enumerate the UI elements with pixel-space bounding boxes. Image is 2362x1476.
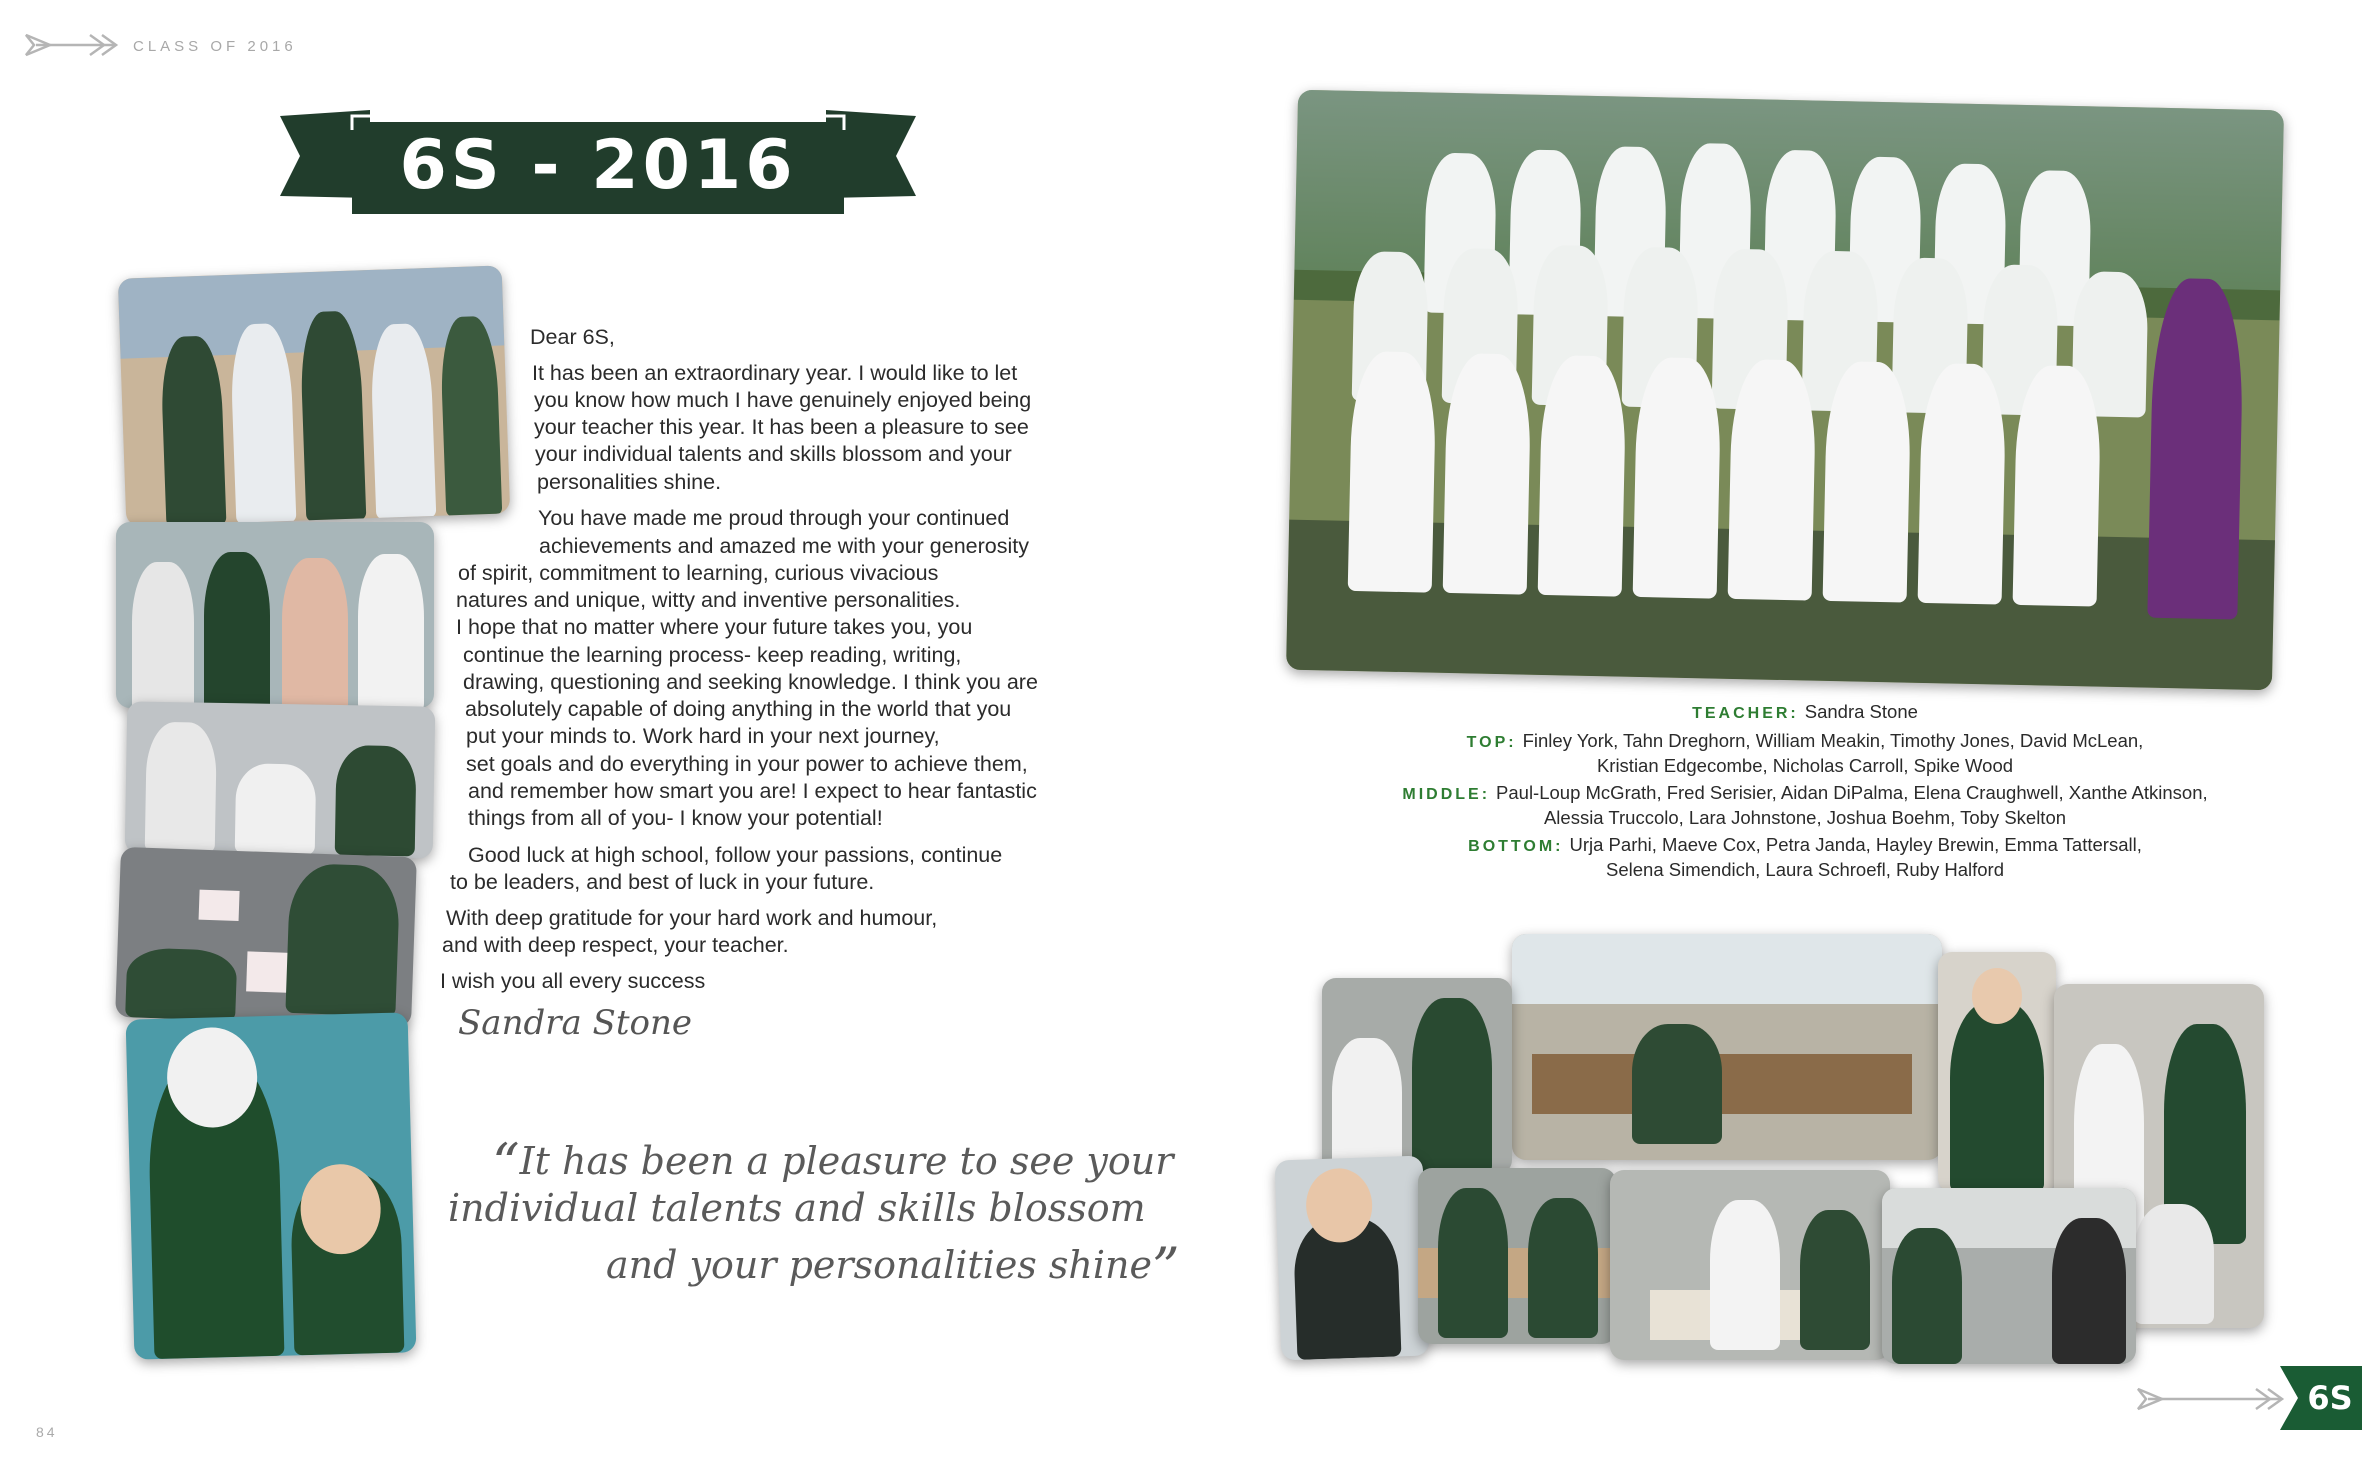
collage-photo-boy-portrait [1275,1155,1430,1360]
double-chevron-arrow-icon [2136,1386,2286,1412]
collage-photo-student-sorting [1322,978,1512,1174]
letter-greeting: Dear 6S, [530,325,615,349]
open-quote-mark: “ [492,1132,520,1195]
letter-line: continue the learning process- keep reading, writing, [463,643,962,667]
title-banner [280,108,916,218]
collage-photo-girl-hoodie [1938,952,2056,1192]
letter-line: With deep gratitude for your hard work and humour, [446,906,938,930]
collage-photo-group-presentation [1882,1188,2136,1364]
letter-line: absolutely capable of doing anything in the world that you [465,697,1012,721]
close-quote-mark: ” [1151,1236,1180,1299]
page-number: 84 [36,1424,58,1440]
caption-middle-row: MIDDLE: Paul-Loup McGrath, Fred Serisier, Aidan DiPalma, Elena Craughwell, Xanthe Atkinson, Alessia Truccolo, Lara Johnstone, Joshua Boehm, Toby Skelton [1402,782,2208,828]
letter-line: I wish you all every success [440,969,706,993]
letter-line: I hope that no matter where your future takes you, you [456,615,973,639]
letter-line: of spirit, commitment to learning, curious vivacious [458,561,939,585]
letter-line: achievements and amazed me with your generosity [539,534,1029,558]
letter-line: Good luck at high school, follow your passions, continue [468,843,1003,867]
collage-photo-desk-work [1418,1168,1616,1344]
caption-bottom-row: BOTTOM: Urja Parhi, Maeve Cox, Petra Janda, Hayley Brewin, Emma Tattersall, Selena Simendich, Laura Schroefl, Ruby Halford [1468,834,2142,880]
letter-line: It has been an extraordinary year. I would like to let [532,361,1018,385]
letter-line: your individual talents and skills blossom and your [535,442,1012,466]
letter-line: things from all of you- I know your potential! [468,806,883,830]
letter-line: set goals and do everything in your power to achieve them, [466,752,1028,776]
letter-line: natures and unique, witty and inventive personalities. [456,588,961,612]
class-photo-group-outdoor [118,265,510,526]
teacher-signature: Sandra Stone [458,1003,692,1043]
letter-line: You have made me proud through your continued [538,506,1010,530]
pull-quote-line-1: “It has been a pleasure to see your [492,1132,1174,1195]
caption-teacher: TEACHER: Sandra Stone [1692,701,1918,722]
letter-line: you know how much I have genuinely enjoyed being [534,388,1032,412]
letter-line: drawing, questioning and seeking knowledge. I think you are [463,670,1038,694]
letter-line: put your minds to. Work hard in your next journey, [466,724,940,748]
caption-top-row: TOP: Finley York, Tahn Dreghorn, William Meakin, Timothy Jones, David McLean, Kristian Edgecombe, Nicholas Carroll, Spike Wood [1466,730,2144,776]
collage-photo-classroom [1512,934,1942,1160]
class-of-label: CLASS OF 2016 [133,38,297,55]
collage-photo-science-table [1610,1170,1890,1360]
photo-student-costume [126,1012,417,1359]
pull-quote-line-2: individual talents and skills blossom [448,1186,1146,1230]
double-chevron-arrow-icon [24,32,120,58]
page-title: 6S - 2016 [399,126,797,205]
letter-line: personalities shine. [537,470,722,494]
pull-quote-line-3: and your personalities shine” [606,1236,1180,1299]
class-photo-caption [1290,700,2320,885]
photo-students-with-teacher [116,522,434,708]
photo-board-game [115,847,417,1027]
class-group-photo [1286,90,2284,691]
photo-classroom-activity [125,701,436,858]
letter-line: your teacher this year. It has been a pleasure to see [534,415,1029,439]
letter-line: and remember how smart you are! I expect to hear fantastic [468,779,1037,803]
letter-line: and with deep respect, your teacher. [442,933,789,957]
section-tag: 6S [2307,1379,2353,1417]
letter-line: to be leaders, and best of luck in your future. [450,870,875,894]
